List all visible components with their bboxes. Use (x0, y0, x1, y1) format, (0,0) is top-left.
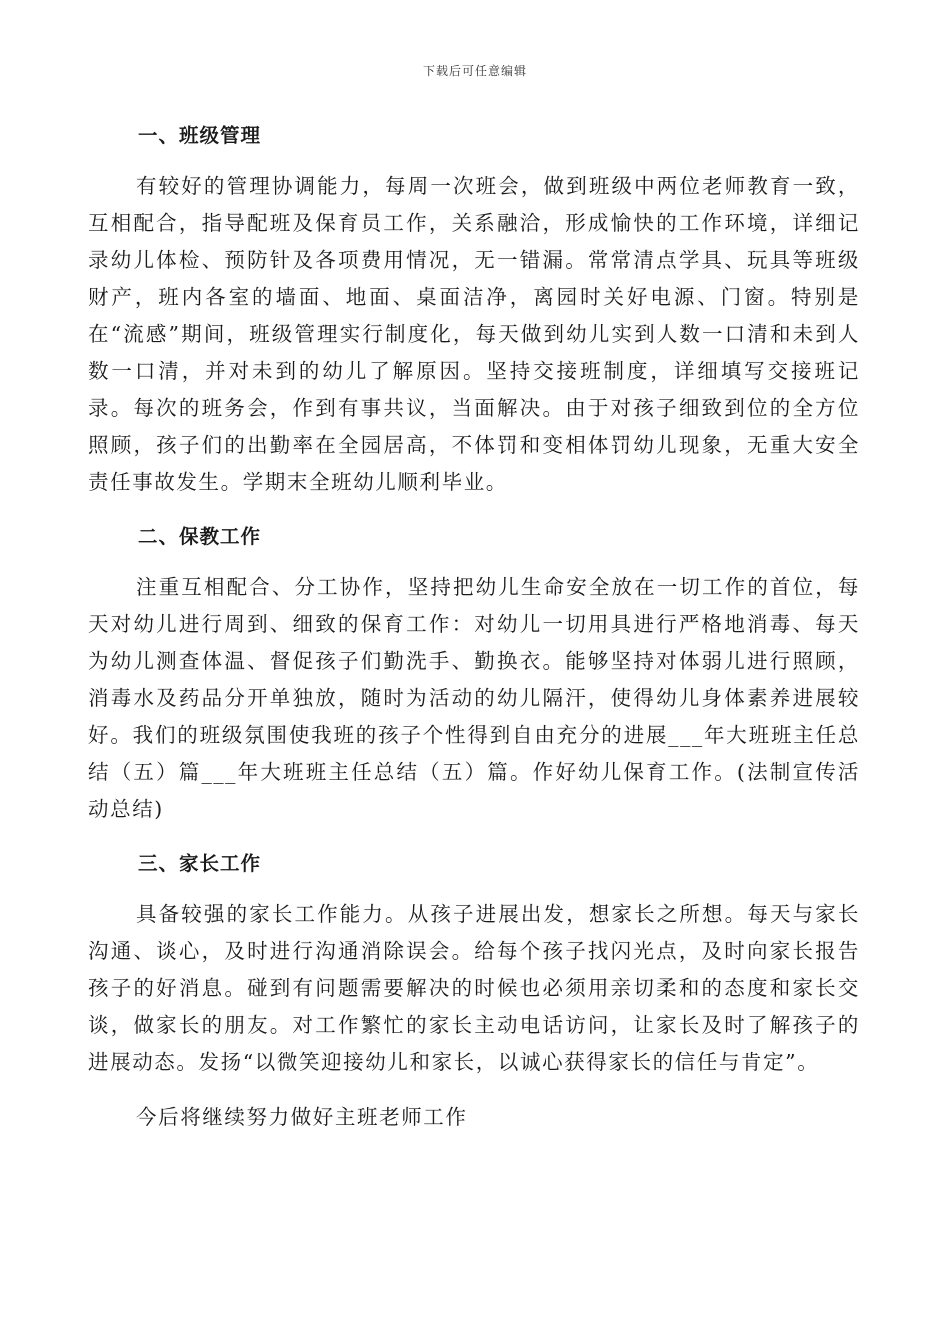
section-paragraph: 具备较强的家长工作能力。从孩子进展出发，想家长之所想。每天与家长沟通、谈心，及时进行沟通消除误会。给每个孩子找闪光点，及时向家长报告孩子的好消息。碰到有问题需要解决的时候也必须用亲切柔和的态度和家长交谈，做家长的朋友。对工作繁忙的家长主动电话访问，让家长及时了解孩子的进展动态。发扬“以微笑迎接幼儿和家长，以诚心获得家长的信任与肯定”。 (88, 902, 860, 1074)
section-care-education (88, 519, 860, 828)
section-paragraph: 注重互相配合、分工协作，坚持把幼儿生命安全放在一切工作的首位，每天对幼儿进行周到、细致的保育工作：对幼儿一切用具进行严格地消毒、每天为幼儿测查体温、督促孩子们勤洗手、勤换衣。能够坚持对体弱儿进行照顾，消毒水及药品分开单独放，随时为活动的幼儿隔汗，使得幼儿身体素养进展较好。我们的班级氛围使我班的孩子个性得到自由充分的进展___年大班班主任总结（五）篇___年大班班主任总结（五）篇。作好幼儿保育工作。(法制宣传活动总结) (88, 575, 860, 821)
section-heading: 一、班级管理 (138, 124, 262, 147)
document-body (88, 118, 860, 1136)
section-parent-work (88, 846, 860, 1081)
closing-line: 今后将继续努力做好主班老师工作 (136, 1105, 468, 1129)
section-paragraph: 有较好的管理协调能力，每周一次班会，做到班级中两位老师教育一致，互相配合，指导配班及保育员工作，关系融洽，形成愉快的工作环境，详细记录幼儿体检、预防针及各项费用情况，无一错漏。常常清点学具、玩具等班级财产，班内各室的墙面、地面、桌面洁净，离园时关好电源、门窗。特别是在“流感”期间，班级管理实行制度化，每天做到幼儿实到人数一口清和未到人数一口清，并对未到的幼儿了解原因。坚持交接班制度，详细填写交接班记录。每次的班务会，作到有事共议，当面解决。由于对孩子细致到位的全方位照顾，孩子们的出勤率在全园居高，不体罚和变相体罚幼儿现象，无重大安全责任事故发生。学期末全班幼儿顺利毕业。 (88, 174, 860, 494)
section-heading: 三、家长工作 (138, 852, 262, 875)
section-class-management (88, 118, 860, 501)
page-header-note: 下载后可任意编辑 (422, 64, 527, 78)
section-heading: 二、保教工作 (138, 525, 262, 548)
